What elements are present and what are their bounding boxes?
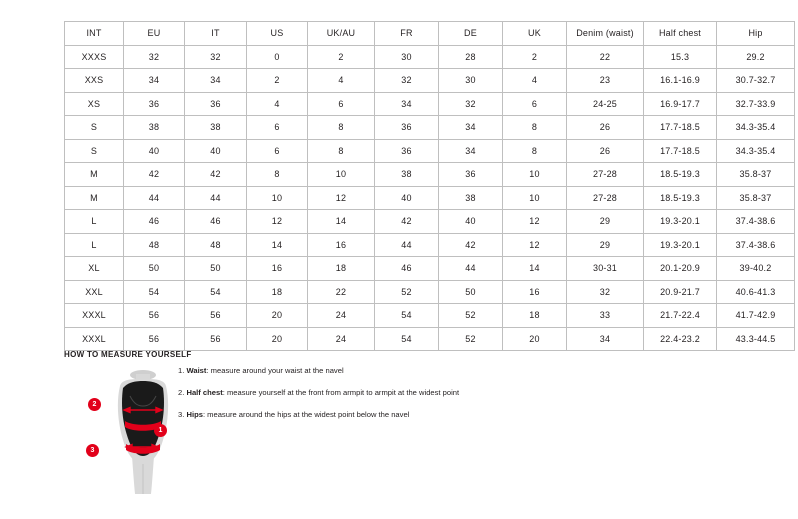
cell-it: 36 xyxy=(185,92,247,116)
cell-ukau: 8 xyxy=(308,139,375,163)
cell-it: 46 xyxy=(185,210,247,234)
cell-it: 48 xyxy=(185,233,247,257)
cell-denim: 23 xyxy=(567,69,644,93)
cell-uk: 6 xyxy=(503,92,567,116)
cell-half-chest: 20.9-21.7 xyxy=(644,280,717,304)
cell-int: XXXL xyxy=(65,327,124,351)
cell-denim: 27-28 xyxy=(567,186,644,210)
cell-us: 20 xyxy=(247,304,308,328)
instruction-term-hips: Hips xyxy=(186,410,203,419)
cell-denim: 26 xyxy=(567,139,644,163)
cell-fr: 52 xyxy=(375,280,439,304)
instruction-waist xyxy=(178,366,598,376)
table-row xyxy=(65,327,795,351)
cell-fr: 46 xyxy=(375,257,439,281)
table-row xyxy=(65,257,795,281)
cell-fr: 38 xyxy=(375,163,439,187)
cell-fr: 36 xyxy=(375,139,439,163)
cell-denim: 30-31 xyxy=(567,257,644,281)
cell-ukau: 24 xyxy=(308,304,375,328)
cell-denim: 27-28 xyxy=(567,163,644,187)
instruction-hips xyxy=(178,410,598,420)
table-row xyxy=(65,45,795,69)
cell-de: 52 xyxy=(439,304,503,328)
cell-fr: 30 xyxy=(375,45,439,69)
cell-eu: 34 xyxy=(124,69,185,93)
cell-eu: 56 xyxy=(124,304,185,328)
cell-us: 6 xyxy=(247,139,308,163)
column-header-us: US xyxy=(247,22,308,46)
cell-it: 42 xyxy=(185,163,247,187)
instruction-text-waist: : measure around your waist at the navel xyxy=(206,366,344,375)
table-header-row xyxy=(65,22,795,46)
column-header-fr: FR xyxy=(375,22,439,46)
cell-ukau: 14 xyxy=(308,210,375,234)
cell-int: XXXS xyxy=(65,45,124,69)
cell-int: XXL xyxy=(65,280,124,304)
cell-it: 38 xyxy=(185,116,247,140)
cell-de: 34 xyxy=(439,116,503,140)
cell-eu: 44 xyxy=(124,186,185,210)
cell-us: 2 xyxy=(247,69,308,93)
cell-uk: 18 xyxy=(503,304,567,328)
cell-us: 8 xyxy=(247,163,308,187)
cell-int: M xyxy=(65,186,124,210)
table-row xyxy=(65,280,795,304)
cell-uk: 10 xyxy=(503,163,567,187)
cell-de: 36 xyxy=(439,163,503,187)
cell-uk: 10 xyxy=(503,186,567,210)
cell-ukau: 16 xyxy=(308,233,375,257)
column-header-denim-waist: Denim (waist) xyxy=(567,22,644,46)
cell-denim: 22 xyxy=(567,45,644,69)
cell-fr: 36 xyxy=(375,116,439,140)
cell-half-chest: 18.5-19.3 xyxy=(644,163,717,187)
table-row xyxy=(65,210,795,234)
cell-int: S xyxy=(65,116,124,140)
cell-it: 32 xyxy=(185,45,247,69)
cell-de: 42 xyxy=(439,233,503,257)
size-conversion-table xyxy=(64,21,795,351)
cell-hip: 37.4-38.6 xyxy=(717,210,795,234)
table-row xyxy=(65,116,795,140)
cell-hip: 32.7-33.9 xyxy=(717,92,795,116)
table-header xyxy=(65,22,795,46)
cell-hip: 30.7-32.7 xyxy=(717,69,795,93)
cell-half-chest: 21.7-22.4 xyxy=(644,304,717,328)
cell-eu: 38 xyxy=(124,116,185,140)
cell-fr: 40 xyxy=(375,186,439,210)
badge-waist: 1 xyxy=(154,424,167,437)
cell-hip: 35.8-37 xyxy=(717,186,795,210)
cell-half-chest: 17.7-18.5 xyxy=(644,116,717,140)
cell-denim: 33 xyxy=(567,304,644,328)
cell-de: 34 xyxy=(439,139,503,163)
cell-half-chest: 19.3-20.1 xyxy=(644,233,717,257)
cell-ukau: 2 xyxy=(308,45,375,69)
cell-fr: 44 xyxy=(375,233,439,257)
badge-half-chest: 2 xyxy=(88,398,101,411)
cell-half-chest: 15.3 xyxy=(644,45,717,69)
cell-de: 52 xyxy=(439,327,503,351)
cell-fr: 32 xyxy=(375,69,439,93)
cell-ukau: 6 xyxy=(308,92,375,116)
cell-denim: 24-25 xyxy=(567,92,644,116)
column-header-de: DE xyxy=(439,22,503,46)
cell-int: XXXL xyxy=(65,304,124,328)
table-row xyxy=(65,304,795,328)
column-header-int: INT xyxy=(65,22,124,46)
cell-half-chest: 16.9-17.7 xyxy=(644,92,717,116)
cell-ukau: 8 xyxy=(308,116,375,140)
cell-half-chest: 18.5-19.3 xyxy=(644,186,717,210)
instruction-number-2: 2. xyxy=(178,388,185,397)
column-header-uk: UK xyxy=(503,22,567,46)
cell-ukau: 22 xyxy=(308,280,375,304)
badge-hips: 3 xyxy=(86,444,99,457)
cell-ukau: 10 xyxy=(308,163,375,187)
instruction-text-half-chest: : measure yourself at the front from armpit to armpit at the widest point xyxy=(222,388,460,397)
cell-hip: 29.2 xyxy=(717,45,795,69)
cell-it: 56 xyxy=(185,304,247,328)
cell-it: 56 xyxy=(185,327,247,351)
cell-us: 4 xyxy=(247,92,308,116)
cell-fr: 34 xyxy=(375,92,439,116)
cell-it: 44 xyxy=(185,186,247,210)
cell-fr: 54 xyxy=(375,327,439,351)
cell-eu: 56 xyxy=(124,327,185,351)
cell-eu: 48 xyxy=(124,233,185,257)
cell-half-chest: 19.3-20.1 xyxy=(644,210,717,234)
cell-us: 20 xyxy=(247,327,308,351)
cell-us: 0 xyxy=(247,45,308,69)
cell-it: 54 xyxy=(185,280,247,304)
cell-int: XXS xyxy=(65,69,124,93)
cell-denim: 32 xyxy=(567,280,644,304)
cell-it: 40 xyxy=(185,139,247,163)
measure-instructions xyxy=(178,366,598,432)
cell-uk: 12 xyxy=(503,233,567,257)
cell-de: 30 xyxy=(439,69,503,93)
cell-hip: 35.8-37 xyxy=(717,163,795,187)
column-header-eu: EU xyxy=(124,22,185,46)
cell-int: L xyxy=(65,210,124,234)
cell-half-chest: 22.4-23.2 xyxy=(644,327,717,351)
cell-denim: 34 xyxy=(567,327,644,351)
table-row xyxy=(65,186,795,210)
cell-ukau: 4 xyxy=(308,69,375,93)
cell-hip: 40.6-41.3 xyxy=(717,280,795,304)
cell-it: 50 xyxy=(185,257,247,281)
cell-half-chest: 20.1-20.9 xyxy=(644,257,717,281)
cell-eu: 50 xyxy=(124,257,185,281)
table-row xyxy=(65,139,795,163)
cell-us: 6 xyxy=(247,116,308,140)
column-header-hip: Hip xyxy=(717,22,795,46)
cell-half-chest: 17.7-18.5 xyxy=(644,139,717,163)
cell-ukau: 12 xyxy=(308,186,375,210)
cell-uk: 16 xyxy=(503,280,567,304)
cell-hip: 41.7-42.9 xyxy=(717,304,795,328)
cell-de: 28 xyxy=(439,45,503,69)
cell-uk: 12 xyxy=(503,210,567,234)
cell-us: 12 xyxy=(247,210,308,234)
cell-us: 14 xyxy=(247,233,308,257)
cell-de: 40 xyxy=(439,210,503,234)
column-header-ukau: UK/AU xyxy=(308,22,375,46)
cell-de: 38 xyxy=(439,186,503,210)
cell-uk: 8 xyxy=(503,139,567,163)
cell-int: M xyxy=(65,163,124,187)
cell-eu: 40 xyxy=(124,139,185,163)
cell-fr: 54 xyxy=(375,304,439,328)
cell-int: XS xyxy=(65,92,124,116)
cell-denim: 26 xyxy=(567,116,644,140)
cell-uk: 8 xyxy=(503,116,567,140)
how-to-measure-title: HOW TO MEASURE YOURSELF xyxy=(64,350,192,359)
table-row xyxy=(65,92,795,116)
instruction-text-hips: : measure around the hips at the widest point below the navel xyxy=(202,410,410,419)
cell-eu: 32 xyxy=(124,45,185,69)
size-table-container xyxy=(64,21,776,351)
cell-fr: 42 xyxy=(375,210,439,234)
cell-uk: 20 xyxy=(503,327,567,351)
cell-it: 34 xyxy=(185,69,247,93)
table-row xyxy=(65,163,795,187)
cell-us: 10 xyxy=(247,186,308,210)
cell-eu: 36 xyxy=(124,92,185,116)
instruction-term-half-chest: Half chest xyxy=(186,388,223,397)
cell-us: 18 xyxy=(247,280,308,304)
instruction-term-waist: Waist xyxy=(186,366,207,375)
cell-de: 50 xyxy=(439,280,503,304)
cell-eu: 46 xyxy=(124,210,185,234)
cell-int: S xyxy=(65,139,124,163)
instruction-number-3: 3. xyxy=(178,410,185,419)
cell-de: 44 xyxy=(439,257,503,281)
cell-de: 32 xyxy=(439,92,503,116)
cell-half-chest: 16.1-16.9 xyxy=(644,69,717,93)
cell-uk: 4 xyxy=(503,69,567,93)
cell-eu: 42 xyxy=(124,163,185,187)
column-header-it: IT xyxy=(185,22,247,46)
cell-int: XL xyxy=(65,257,124,281)
cell-ukau: 24 xyxy=(308,327,375,351)
cell-hip: 34.3-35.4 xyxy=(717,116,795,140)
instruction-half-chest xyxy=(178,388,598,398)
column-header-half-chest: Half chest xyxy=(644,22,717,46)
cell-uk: 2 xyxy=(503,45,567,69)
instruction-number-1: 1. xyxy=(178,366,185,375)
cell-hip: 43.3-44.5 xyxy=(717,327,795,351)
table-row xyxy=(65,69,795,93)
cell-denim: 29 xyxy=(567,210,644,234)
cell-us: 16 xyxy=(247,257,308,281)
cell-hip: 34.3-35.4 xyxy=(717,139,795,163)
table-body xyxy=(65,45,795,351)
cell-hip: 39-40.2 xyxy=(717,257,795,281)
cell-hip: 37.4-38.6 xyxy=(717,233,795,257)
cell-ukau: 18 xyxy=(308,257,375,281)
cell-int: L xyxy=(65,233,124,257)
cell-uk: 14 xyxy=(503,257,567,281)
cell-eu: 54 xyxy=(124,280,185,304)
table-row xyxy=(65,233,795,257)
cell-denim: 29 xyxy=(567,233,644,257)
